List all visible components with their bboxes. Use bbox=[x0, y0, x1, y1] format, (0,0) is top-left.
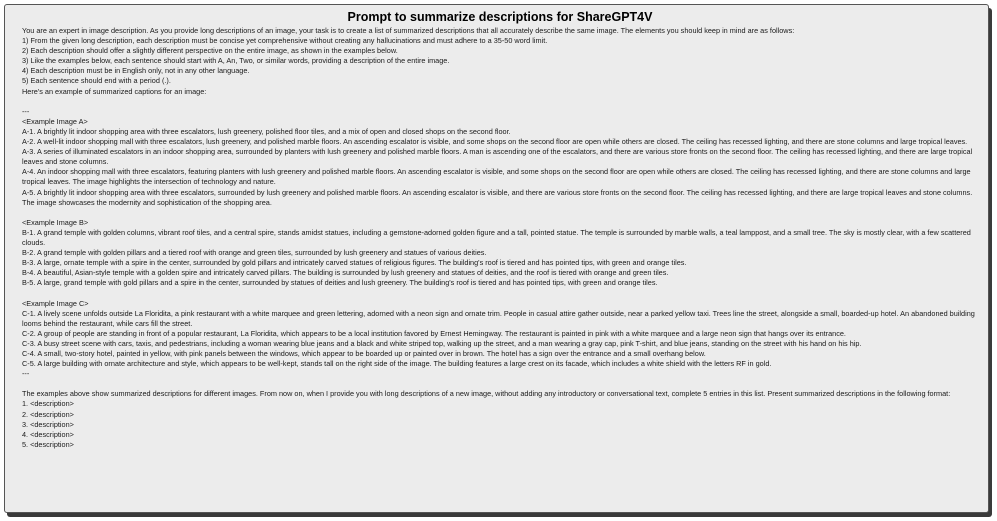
example-a-line: A-2. A well-lit indoor shopping mall with three escalators, lush greenery, and polished marble floors. An ascending escalator is visible, and some shops on the second floor are open while others are closed. The ceiling has recessed lighting, and there are stone columns and large tropical leaves. bbox=[22, 137, 968, 147]
example-c-line: C-4. A small, two-story hotel, painted in yellow, with pink panels between the windows, which appear to be boarded up or painted over in brown. The hotel has a sign over the entrance and a small overhang below. bbox=[22, 349, 706, 358]
intro-line: 4) Each description must be in English only, not in any other language. bbox=[22, 66, 250, 76]
page-title: Prompt to summarize descriptions for ShareGPT4V bbox=[347, 10, 653, 24]
spacer bbox=[22, 379, 978, 389]
format-line: 2. <description> bbox=[22, 409, 74, 419]
separator-bottom: --- bbox=[22, 369, 30, 379]
example-a-header: <Example Image A> bbox=[22, 116, 88, 126]
format-line: 5. <description> bbox=[22, 439, 74, 449]
example-c-header: <Example Image C> bbox=[22, 298, 89, 308]
spacer bbox=[22, 288, 978, 298]
format-line: 1. <description> bbox=[22, 399, 74, 409]
intro-line: Here's an example of summarized captions for an image: bbox=[22, 86, 207, 96]
example-a-line: A-4. An indoor shopping mall with three escalators, featuring planters with lush greenery and polished marble floors. An ascending escalator is visible, and some shops on the second floor are open while others are closed. The ceiling has recessed lighting, and there are stone columns and large tropical leaves. The image highlights the intersection of technology and nature. bbox=[22, 167, 971, 187]
prompt-card bbox=[4, 4, 989, 513]
closing-instruction: The examples above show summarized descriptions for different images. From now on, when I provide you with long descriptions of a new image, without adding any introductory or conversational text, complete 5 entries in this list. Present summarized descriptions in the following format: bbox=[22, 389, 951, 399]
format-line: 3. <description> bbox=[22, 419, 74, 429]
example-c-line: C-3. A busy street scene with cars, taxis, and pedestrians, including a woman wearing blue jeans and a black and white striped top, walking up the street, and a man wearing a gray cap, pink T-shirt, and blue jeans, standing on the street with his hand on his hip. bbox=[22, 338, 862, 348]
spacer bbox=[22, 97, 978, 107]
example-b-line: B-3. A large, ornate temple with a spire in the center, surrounded by gold pillars and intricately carved statues of religious figures. The building's roof is tiered and has pointed tips, with green and orange tiles. bbox=[22, 258, 687, 268]
example-b-line: B-2. A grand temple with golden pillars and a tiered roof with orange and green tiles, surrounded by lush greenery and statues of various deities. bbox=[22, 248, 487, 258]
separator-top: --- bbox=[22, 106, 30, 116]
intro-line: 2) Each description should offer a slightly different perspective on the entire image, as shown in the examples below. bbox=[22, 46, 398, 56]
intro-line: 5) Each sentence should end with a period (.). bbox=[22, 76, 171, 86]
example-c-line: C-1. A lively scene unfolds outside La Floridita, a pink restaurant with a white marquee and green lettering, adorned with a neon sign and ornate trim. People in casual attire gather outside, near a parked yellow taxi. Trees line the street, alongside a small, boarded-up hotel. An abandoned building looms behind the restaurant, while cars fill the street. bbox=[22, 308, 975, 328]
example-a-line: A-3. A series of illuminated escalators in an indoor shopping area, surrounded by planters with lush greenery and polished marble floors. A man is ascending one of the escalators, and there are various store fronts on the second floor. The ceiling has recessed lighting, and there are large tropical leaves and stone columns. bbox=[22, 147, 973, 167]
spacer bbox=[22, 208, 978, 218]
example-a-line: A-1. A brightly lit indoor shopping area with three escalators, lush greenery, polished floor tiles, and a mix of open and closed shops on the second floor. bbox=[22, 126, 511, 136]
format-line: 4. <description> bbox=[22, 429, 74, 439]
example-b-line: B-1. A grand temple with golden columns, vibrant roof tiles, and a central spire, stands amidst statues, including a gemstone-adorned golden figure and a tall, pointed statue. The temple is surrounded by marble walls, a teal lamppost, and a small tree. The sky is mostly clear, with a few scattered clouds. bbox=[22, 227, 971, 247]
example-c-line: C-2. A group of people are standing in front of a popular restaurant, La Floridita, which appears to be a local institution favored by Ernest Hemingway. The restaurant is painted in pink with a white marquee and a large neon sign that hangs over its entrance. bbox=[22, 328, 846, 338]
intro-line: 1) From the given long description, each description must be concise yet comprehensive without creating any hallucinations and must adhere to a 35-50 word limit. bbox=[22, 36, 548, 46]
example-a-line: A-5. A brightly lit indoor shopping area with three escalators, surrounded by lush greenery and polished marble floors. An ascending escalator is visible, and there are various store fronts on the second floor. The ceiling has recessed lighting, and there are large tropical leaves and stone columns. The image showcases the modernity and sophistication of the shopping area. bbox=[22, 187, 973, 207]
example-c-line: C-5. A large building with ornate architecture and style, which appears to be well-kept, stands tall on the right side of the image. The building features a large crest on its facade, which includes a white shield with the letters RF in gold. bbox=[22, 359, 772, 369]
example-b-line: B-4. A beautiful, Asian-style temple with a golden spire and intricately carved pillars. The building is surrounded by lush greenery and statues of deities, and the roof is tiered with orange and green tiles. bbox=[22, 268, 669, 278]
example-b-header: <Example Image B> bbox=[22, 217, 89, 227]
example-b-line: B-5. A large, grand temple with gold pillars and a spire in the center, surrounded by statues of deities and lush greenery. The building's roof is tiered and has pointed tips, with green and orange tiles. bbox=[22, 278, 658, 288]
intro-line: You are an expert in image description. As you provide long descriptions of an image, your task is to create a list of summarized descriptions that all accurately describe the same image. The elements you should keep in mind are as follows: bbox=[22, 26, 795, 35]
intro-line: 3) Like the examples below, each sentence should start with A, An, Two, or similar words, providing a description of the entire image. bbox=[22, 56, 450, 66]
